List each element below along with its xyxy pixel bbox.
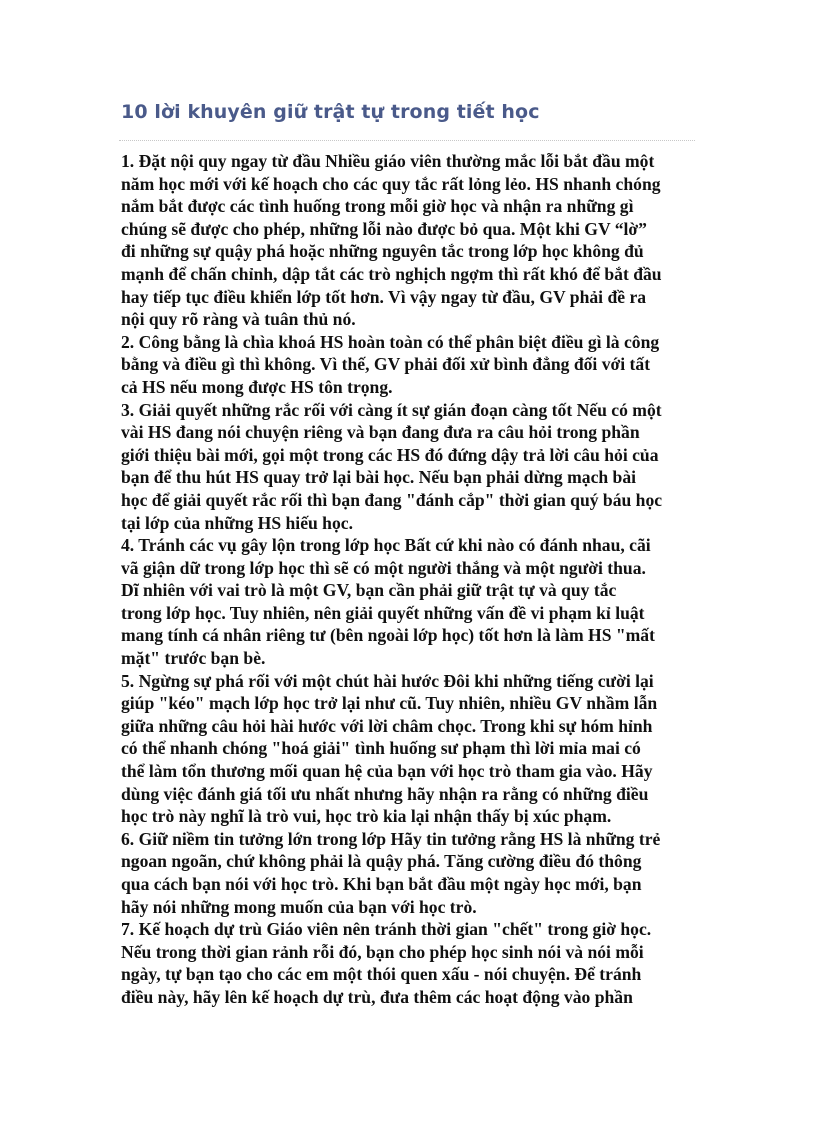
paragraph-5 (121, 670, 699, 828)
paragraph-3 (121, 399, 699, 535)
paragraph-6 (121, 828, 699, 918)
paragraph-line: 1. Đặt nội quy ngay từ đầu Nhiều giáo viên thường mắc lỗi bắt đầu một (121, 151, 655, 171)
paragraph-line: Dĩ nhiên với vai trò là một GV, bạn cần phải giữ trật tự và quy tắc (121, 580, 617, 601)
paragraph-line: bạn để thu hút HS quay trở lại bài học. Nếu bạn phải dừng mạch bài (121, 467, 637, 488)
paragraph-line: dùng việc đánh giá tối ưu nhất nhưng hãy nhận ra rằng có những điều (121, 783, 649, 804)
paragraph-line: học để giải quyết rắc rối thì bạn đang "đánh cắp" thời gian quý báu học (121, 489, 663, 510)
paragraph-7 (121, 918, 699, 1008)
document-title: 10 lời khuyên giữ trật tự trong tiết học (121, 101, 540, 123)
paragraph-line: hay tiếp tục điều khiển lớp tốt hơn. Vì vậy ngay từ đầu, GV phải đề ra (121, 286, 647, 307)
paragraph-line: hãy nói những mong muốn của bạn với học trò. (121, 896, 477, 917)
paragraph-line: ngày, tự bạn tạo cho các em một thói quen xấu - nói chuyện. Để tránh (121, 964, 642, 985)
paragraph-line: 4. Tránh các vụ gây lộn trong lớp học Bất cứ khi nào có đánh nhau, cãi (121, 535, 651, 556)
paragraph-line: Nếu trong thời gian rảnh rỗi đó, bạn cho phép học sinh nói và nói mỗi (121, 941, 644, 962)
paragraph-line: năm học mới với kế hoạch cho các quy tắc rất lỏng lẻo. HS nhanh chóng (121, 173, 661, 194)
paragraph-line: nội quy rõ ràng và tuân thủ nó. (121, 309, 356, 330)
paragraph-line: mang tính cá nhân riêng tư (bên ngoài lớp học) tốt hơn là làm HS "mất (121, 625, 655, 646)
paragraph-line: bằng và điều gì thì không. Vì thế, GV phải đối xử bình đẳng đối với tất (121, 354, 651, 375)
paragraph-line: cả HS nếu mong được HS tôn trọng. (121, 376, 393, 397)
document-body (121, 150, 699, 1009)
paragraph-line: giúp "kéo" mạch lớp học trở lại như cũ. Tuy nhiên, nhiều GV nhầm lẫn (121, 693, 658, 714)
paragraph-line: 6. Giữ niềm tin tưởng lớn trong lớp Hãy tin tưởng rằng HS là những trẻ (121, 828, 661, 849)
paragraph-line: nắm bắt được các tình huống trong mỗi giờ học và nhận ra những gì (121, 196, 634, 217)
paragraph-line: thể làm tổn thương mối quan hệ của bạn với học trò tham gia vào. Hãy (121, 761, 653, 782)
paragraph-1 (121, 150, 699, 331)
paragraph-line: vã giận dữ trong lớp học thì sẽ có một người thắng và một người thua. (121, 557, 646, 578)
paragraph-line: 7. Kế hoạch dự trù Giáo viên nên tránh thời gian "chết" trong giờ học. (121, 919, 652, 940)
paragraph-line: tại lớp của những HS hiếu học. (121, 512, 353, 533)
paragraph-line: mạnh để chấn chỉnh, dập tắt các trò nghịch ngợm thì rất khó để bắt đầu (121, 263, 662, 284)
paragraph-line: 5. Ngừng sự phá rối với một chút hài hước Đôi khi những tiếng cười lại (121, 670, 654, 691)
paragraph-line: có thể nhanh chóng "hoá giải" tình huống sư phạm thì lời mỉa mai có (121, 738, 641, 759)
paragraph-line: 3. Giải quyết những rắc rối với càng ít sự gián đoạn càng tốt Nếu có một (121, 399, 662, 420)
paragraph-line: học trò này nghĩ là trò vui, học trò kia lại nhận thấy bị xúc phạm. (121, 806, 612, 827)
paragraph-line: qua cách bạn nói với học trò. Khi bạn bắt đầu một ngày học mới, bạn (121, 874, 642, 894)
paragraph-line: giới thiệu bài mới, gọi một trong các HS đó đứng dậy trả lời câu hỏi của (121, 444, 659, 465)
paragraph-line: vài HS đang nói chuyện riêng và bạn đang đưa ra câu hỏi trong phần (121, 422, 640, 443)
paragraph-line: mặt" trước bạn bè. (121, 648, 266, 669)
paragraph-2 (121, 331, 699, 399)
paragraph-line: giữa những câu hỏi hài hước với lời châm chọc. Trong khi sự hóm hỉnh (121, 715, 653, 736)
paragraph-line: chúng sẽ được cho phép, những lỗi nào được bỏ qua. Một khi GV “lờ” (121, 218, 647, 239)
paragraph-4 (121, 534, 699, 670)
paragraph-line: trong lớp học. Tuy nhiên, nên giải quyết những vấn đề vi phạm kỉ luật (121, 602, 645, 623)
paragraph-line: ngoan ngoãn, chứ không phải là quậy phá. Tăng cường điều đó thông (121, 851, 642, 872)
title-divider (119, 140, 695, 141)
paragraph-line: điều này, hãy lên kế hoạch dự trù, đưa thêm các hoạt động vào phần (121, 986, 633, 1007)
paragraph-line: 2. Công bằng là chìa khoá HS hoàn toàn có thể phân biệt điều gì là công (121, 331, 660, 352)
paragraph-line: đi những sự quậy phá hoặc những nguyên tắc trong lớp học không đủ (121, 241, 644, 262)
